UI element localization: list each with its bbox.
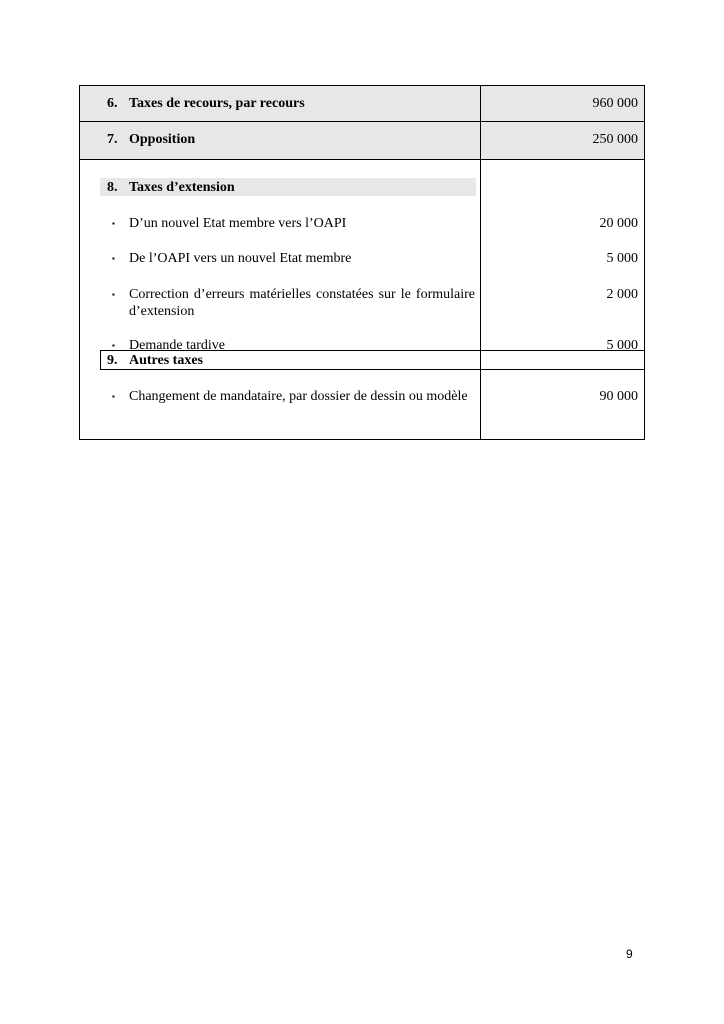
bullet-icon: ▪	[112, 219, 115, 228]
row-amount: 250 000	[592, 132, 638, 147]
item-amount: 5 000	[606, 338, 638, 353]
bullet-icon: ▪	[112, 290, 115, 299]
item-amount: 90 000	[599, 389, 638, 404]
fee-table	[79, 85, 645, 440]
section-9-right-box	[480, 350, 645, 370]
bullet-icon: ▪	[112, 392, 115, 401]
page-number: 9	[626, 947, 633, 961]
list-item: Correction d’erreurs matérielles constatées sur le formulaire d’extension	[129, 287, 475, 319]
bullet-icon: ▪	[112, 341, 115, 350]
item-amount: 2 000	[606, 287, 638, 302]
item-amount: 5 000	[606, 251, 638, 266]
list-item: De l’OAPI vers un nouvel Etat membre	[129, 251, 352, 266]
row-title: 7. Opposition	[107, 132, 196, 147]
column-divider	[480, 86, 481, 439]
section-title: 9. Autres taxes	[107, 353, 204, 368]
bullet-icon: ▪	[112, 254, 115, 263]
row-amount: 960 000	[592, 96, 638, 111]
item-amount: 20 000	[599, 216, 638, 231]
section-title: 8. Taxes d’extension	[107, 180, 235, 195]
list-item: Changement de mandataire, par dossier de dessin ou modèle	[129, 389, 468, 404]
table-row	[80, 86, 644, 121]
list-item: D’un nouvel Etat membre vers l’OAPI	[129, 216, 347, 231]
table-row	[80, 121, 644, 159]
list-item: Demande tardive	[129, 338, 226, 353]
row-title: 6. Taxes de recours, par recours	[107, 96, 305, 111]
